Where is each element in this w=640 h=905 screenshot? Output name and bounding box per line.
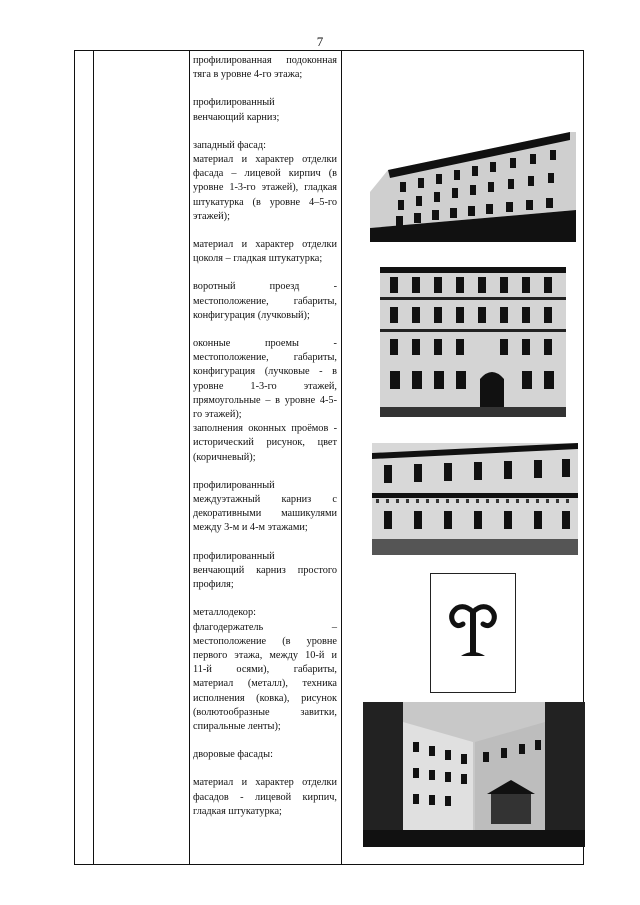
text-line: го этажей); <box>193 409 242 421</box>
text-line: фасада – лицевой кирпич (в <box>193 168 337 180</box>
text-line: венчающий карниз; <box>193 111 280 123</box>
text-line: уровне 1-3-го этажей), гладкая <box>193 182 337 194</box>
text-line: этажей); <box>193 210 230 222</box>
text-line: западный фасад: <box>193 139 266 151</box>
text-line: оконные проемы - <box>193 338 337 350</box>
text-line: (коричневый); <box>193 451 256 463</box>
description-column <box>193 54 337 819</box>
text-line: профилированная подоконная <box>193 55 337 66</box>
text-line: тяга в уровне 4-го этажа; <box>193 69 303 81</box>
text-line: местоположение, габариты, <box>193 295 337 307</box>
column-divider <box>93 51 94 864</box>
text-line: фасадов - лицевой кирпич, <box>193 791 337 803</box>
text-line: местоположение, габариты, <box>193 352 337 364</box>
column-divider <box>189 51 190 864</box>
text-line: профилированный <box>193 479 275 491</box>
text-line: 11-й осями), габариты, <box>193 664 337 676</box>
flag-holder-drawing <box>430 573 516 693</box>
text-line: дворовые фасады: <box>193 749 273 761</box>
text-line: воротный проезд - <box>193 281 337 293</box>
text-line: материал и характер отделки <box>193 239 337 251</box>
text-line: исторический рисунок, цвет <box>193 437 337 449</box>
text-line: междуэтажный карниз с <box>193 494 337 506</box>
text-line: венчающий карниз простого <box>193 564 337 576</box>
text-line: штукатурка (в уровне 4–5-го <box>193 196 337 208</box>
text-line: конфигурация (лучковый); <box>193 309 310 321</box>
text-line: материал и характер отделки <box>193 777 337 789</box>
column-divider <box>341 51 342 864</box>
text-line: конфигурация (лучковые - в <box>193 366 337 378</box>
text-line: материал и характер отделки <box>193 154 337 166</box>
cornice-facade-photo <box>372 443 578 555</box>
text-line: профилированный <box>193 97 275 109</box>
text-line: прямоугольные – в уровне 4-5- <box>193 394 337 406</box>
courtyard-facade-photo <box>363 702 585 847</box>
text-line: материал (металл), техника <box>193 678 337 690</box>
text-line: профиля; <box>193 579 234 591</box>
gate-facade-photo <box>380 267 566 417</box>
page-number: 7 <box>316 34 324 49</box>
text-line: (волютообразные завитки, <box>193 706 337 718</box>
west-facade-photo <box>370 130 576 242</box>
text-line: спиральные ленты); <box>193 720 281 732</box>
text-line: уровне 1-3-го этажей, <box>193 380 337 392</box>
text-line: декоративными машикулями <box>193 508 337 520</box>
text-line: между 3-м и 4-м этажами; <box>193 522 308 534</box>
text-line: заполнения оконных проёмов - <box>193 423 337 435</box>
text-line: цоколя – гладкая штукатурка; <box>193 253 323 265</box>
text-line: флагодержатель – <box>193 621 337 633</box>
text-line: гладкая штукатурка; <box>193 805 282 817</box>
text-line: профилированный <box>193 550 275 562</box>
text-line: исполнения (ковка), рисунок <box>193 692 337 704</box>
text-line: местоположение (в уровне <box>193 635 337 647</box>
text-line: металлодекор: <box>193 607 256 619</box>
text-line: первого этажа, между 10-й и <box>193 649 337 661</box>
